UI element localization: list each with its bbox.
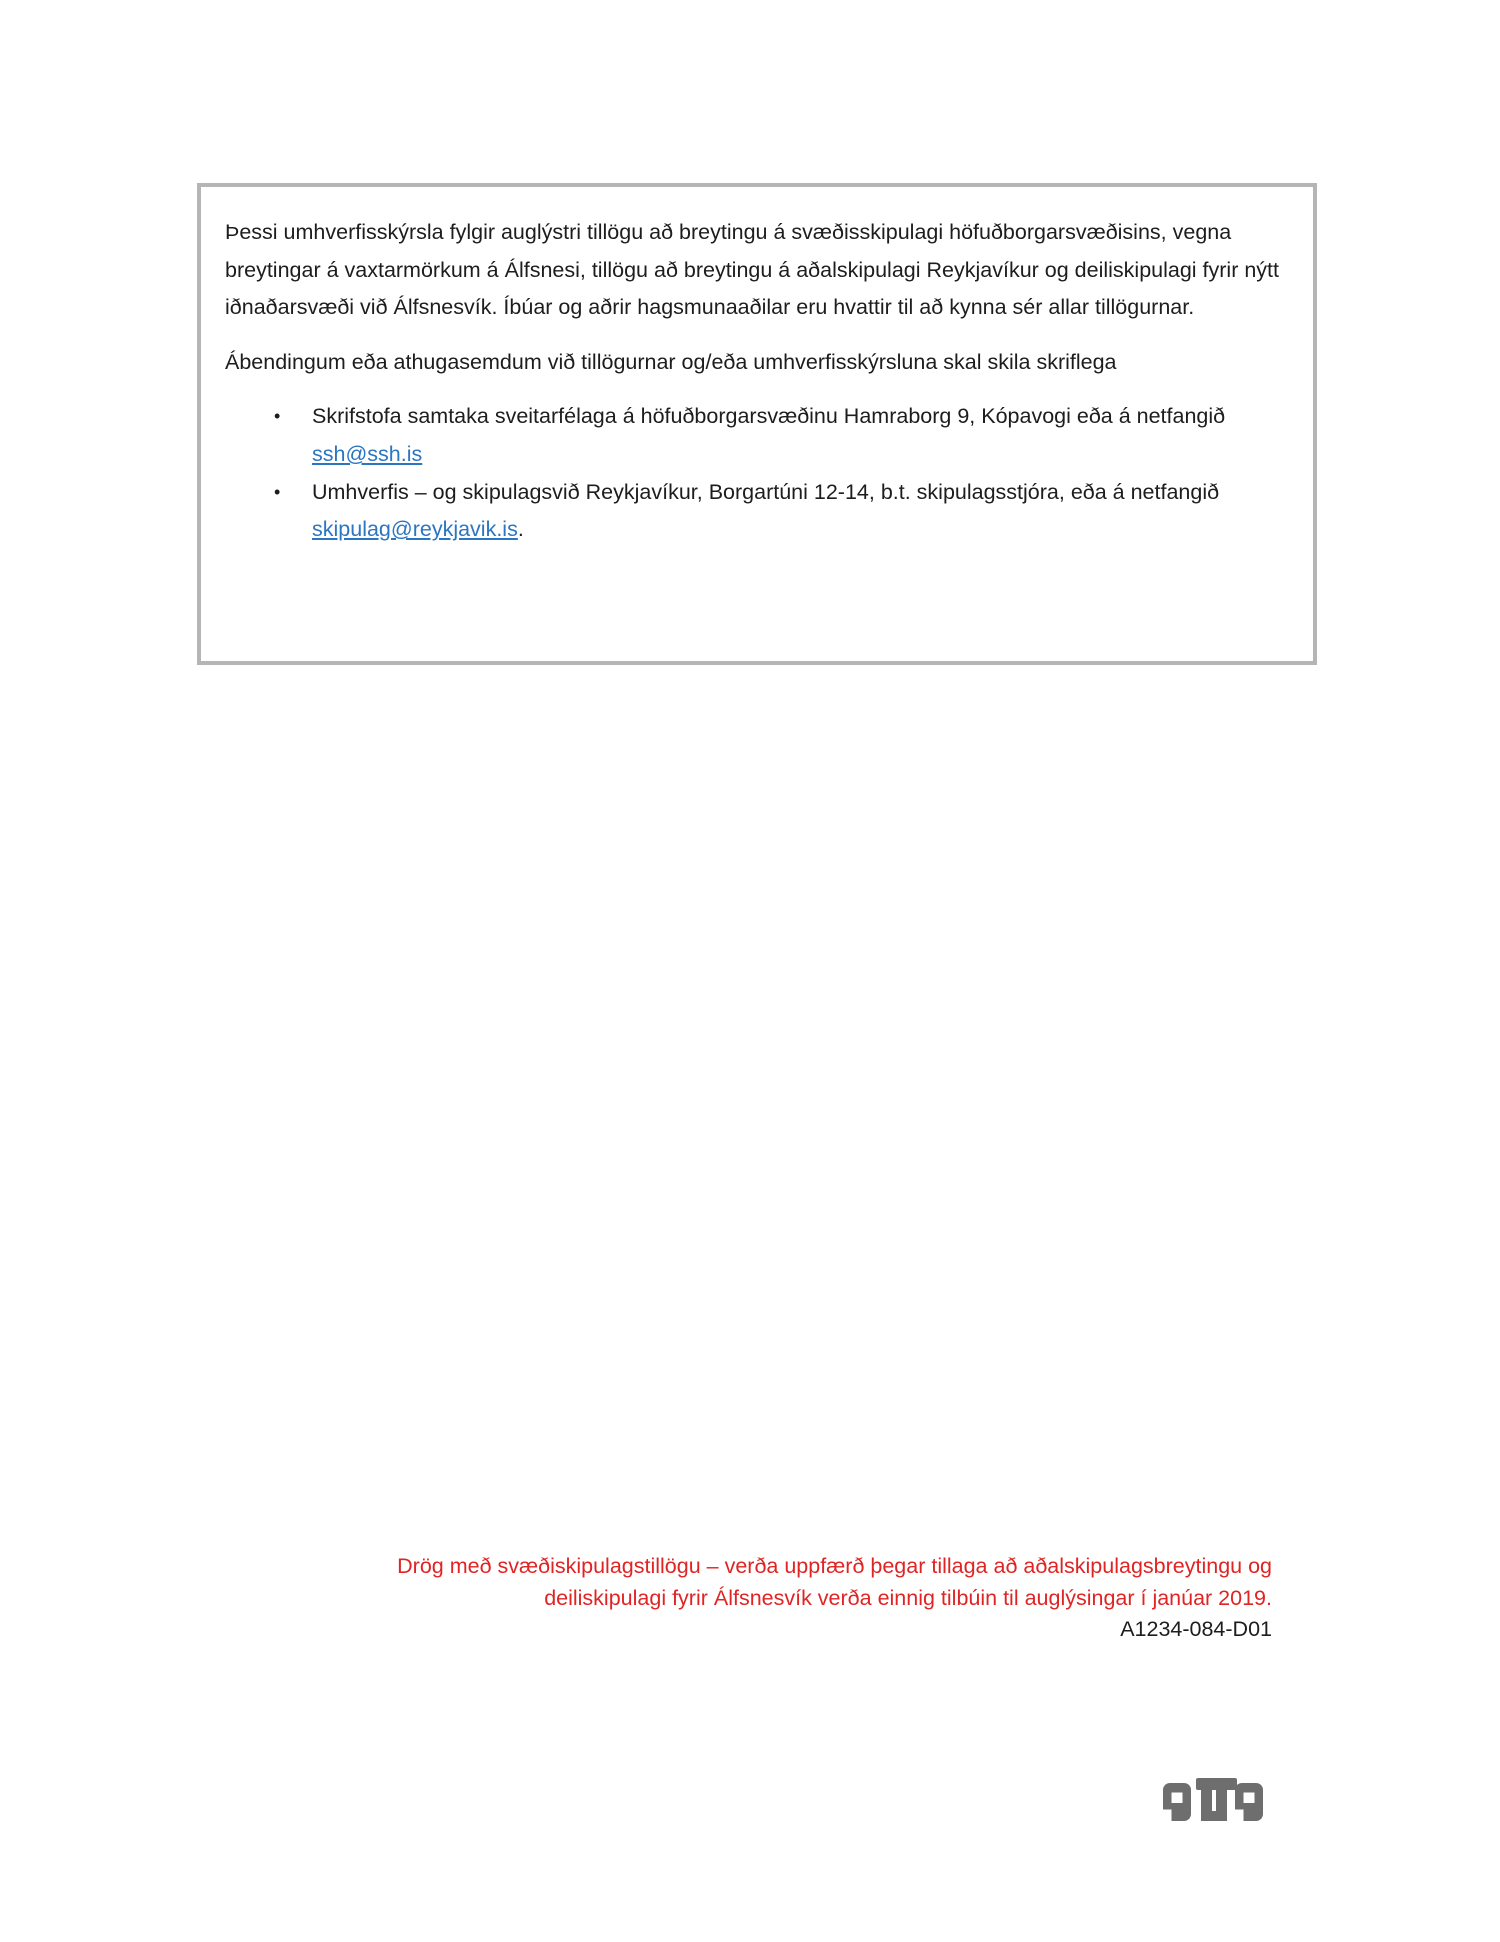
list-item [274, 474, 1289, 549]
bullet-icon: • [274, 406, 281, 427]
document-number: A1234-084-D01 [1120, 1617, 1272, 1641]
notice-box [197, 183, 1317, 665]
alta-logo-icon [1163, 1778, 1263, 1823]
option-text: Umhverfis – og skipulagsvið Reykjavíkur, Borgartúni 12-14, b.t. skipulagsstjóra, eða á netfangið [312, 479, 1220, 504]
draft-note-line: deiliskipulagi fyrir Álfsnesvík verða einnig tilbúin til auglýsingar í janúar 2019. [544, 1585, 1272, 1610]
submission-instruction: Ábendingum eða athugasemdum við tillögurnar og/eða umhverfisskýrsluna skal skila skriflega [225, 349, 1117, 374]
option-text-suffix: . [517, 517, 524, 542]
submission-options-list [225, 398, 1289, 548]
draft-status-note [397, 1551, 1272, 1646]
alta-logo [1163, 1778, 1263, 1823]
intro-paragraph: Þessi umhverfisskýrsla fylgir auglýstri tillögu að breytingu á svæðisskipulagi höfuðborgarsvæðisins, vegna breytingar á vaxtarmörkum á Álfsnesi, tillögu að breytingu á aðalskipulagi Reykjavíkur og deiliskipulagi fyrir nýtt iðnaðarsvæði við Álfsnesvík. Íbúar og aðrir hagsmunaaðilar eru hvattir til að kynna sér allar tillögurnar. [225, 220, 1279, 320]
submission-option-ssh [312, 398, 1289, 473]
list-item [274, 398, 1289, 473]
reykjavik-email-link[interactable]: skipulag@reykjavik.is [312, 517, 518, 542]
draft-note-line: Drög með svæðiskipulagstillögu – verða uppfærð þegar tillaga að aðalskipulagsbreytingu og [397, 1554, 1272, 1578]
option-text: Skrifstofa samtaka sveitarfélaga á höfuðborgarsvæðinu Hamraborg 9, Kópavogi eða á netfangið [312, 404, 1226, 429]
bullet-icon: • [274, 481, 281, 502]
submission-option-reykjavik [312, 474, 1289, 549]
ssh-email-link[interactable]: ssh@ssh.is [312, 441, 423, 466]
